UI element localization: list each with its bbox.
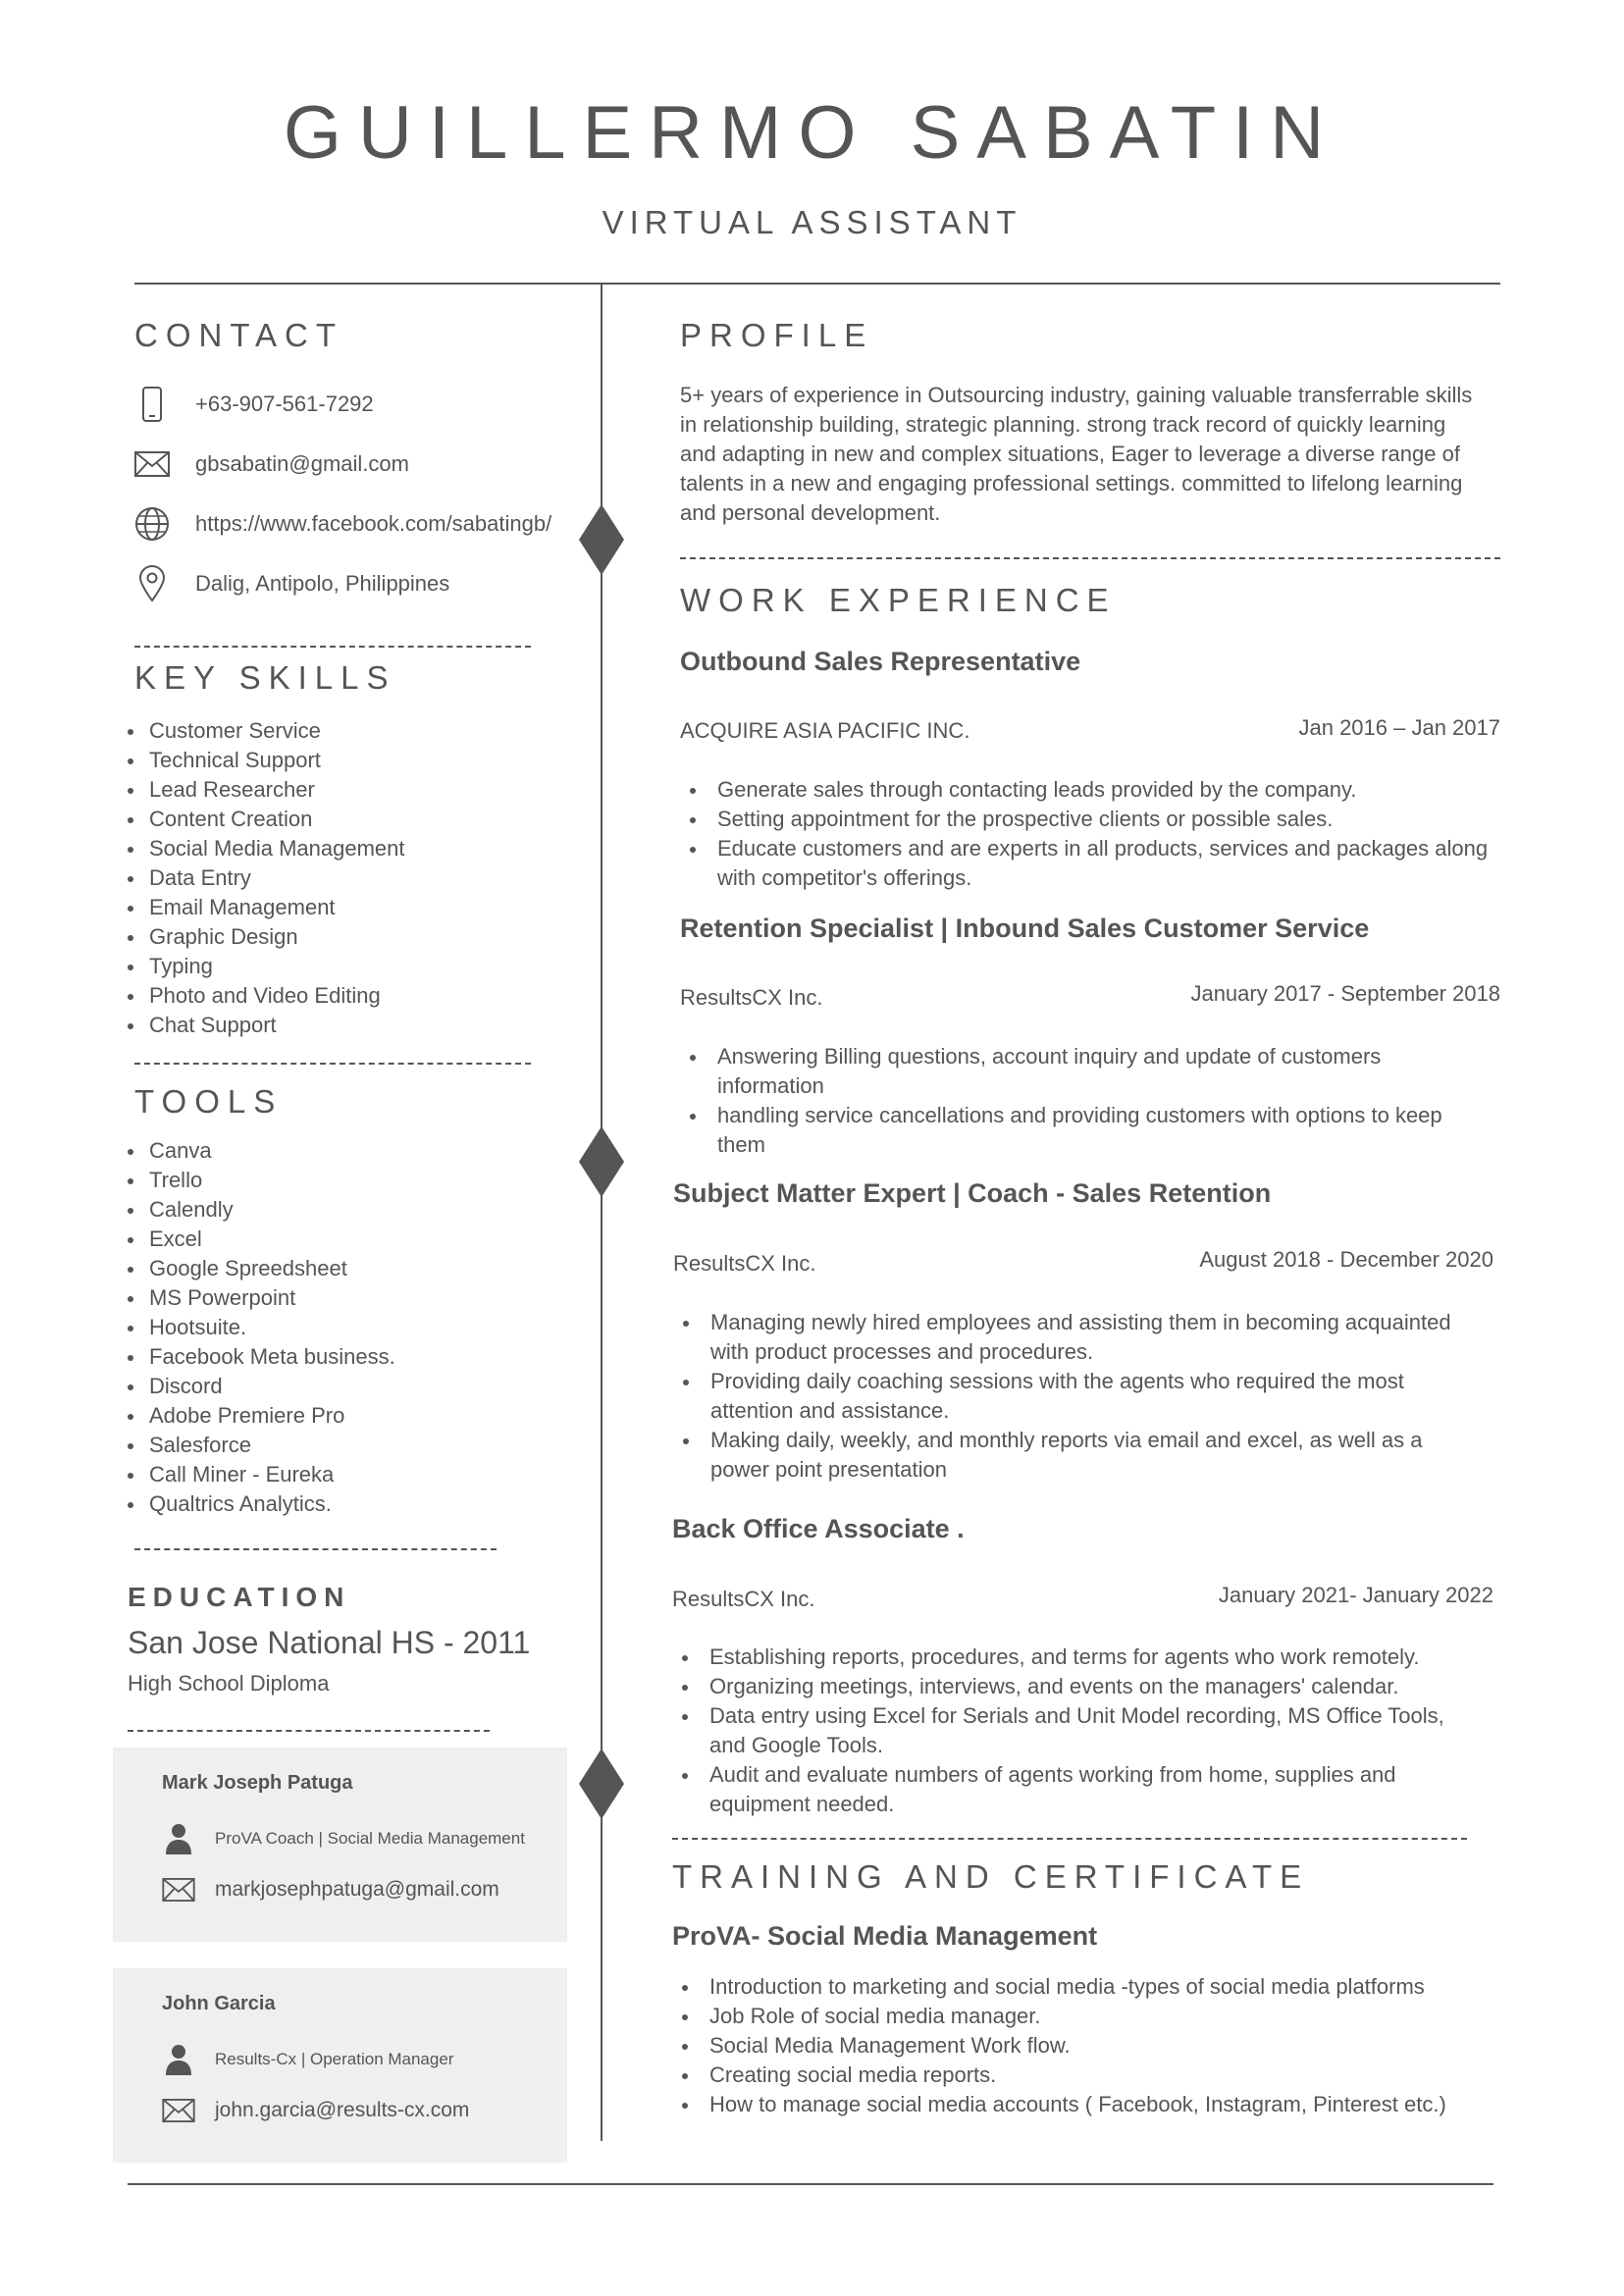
footer-divider bbox=[128, 2183, 1493, 2185]
list-item: Content Creation bbox=[128, 805, 404, 834]
list-item: Canva bbox=[128, 1136, 395, 1166]
list-item: Chat Support bbox=[128, 1011, 404, 1040]
job-role: VIRTUAL ASSISTANT bbox=[602, 204, 1022, 240]
list-item: Facebook Meta business. bbox=[128, 1342, 395, 1372]
list-item: Establishing reports, procedures, and terms for agents who work remotely. bbox=[672, 1643, 1444, 1672]
list-item: handling service cancellations and providing customers with options to keep bbox=[680, 1101, 1442, 1130]
job-bullets bbox=[673, 1308, 1451, 1485]
list-item: Call Miner - Eureka bbox=[128, 1460, 395, 1489]
list-item-continued: power point presentation bbox=[710, 1457, 947, 1482]
list-item: Data entry using Excel for Serials and Unit Model recording, MS Office Tools, bbox=[672, 1701, 1444, 1731]
list-item: Google Spreedsheet bbox=[128, 1254, 395, 1283]
training-course: ProVA- Social Media Management bbox=[672, 1921, 1098, 1951]
job-company: ResultsCX Inc. bbox=[673, 1251, 816, 1276]
profile-heading: PROFILE bbox=[680, 317, 874, 353]
section-divider bbox=[134, 1548, 497, 1550]
mail-icon bbox=[134, 446, 170, 482]
job-bullets bbox=[680, 775, 1488, 893]
list-item-continued: with competitor's offerings. bbox=[717, 865, 972, 890]
job-date: Jan 2016 – Jan 2017 bbox=[1298, 715, 1500, 740]
list-item: Adobe Premiere Pro bbox=[128, 1401, 395, 1431]
section-divider bbox=[128, 1730, 490, 1732]
reference-name: Mark Joseph Patuga bbox=[162, 1772, 353, 1794]
list-item: Hootsuite. bbox=[128, 1313, 395, 1342]
reference-email[interactable]: john.garcia@results-cx.com bbox=[162, 2094, 469, 2127]
person-icon bbox=[162, 1822, 195, 1855]
tools-list bbox=[128, 1136, 395, 1519]
education-school: San Jose National HS - 2011 bbox=[128, 1625, 531, 1660]
reference-name: John Garcia bbox=[162, 1993, 276, 2014]
list-item: Email Management bbox=[128, 893, 404, 922]
job-company: ResultsCX Inc. bbox=[672, 1587, 815, 1611]
list-item: Providing daily coaching sessions with the agents who required the most bbox=[673, 1367, 1451, 1396]
list-item: Setting appointment for the prospective clients or possible sales. bbox=[680, 805, 1488, 834]
list-item: Calendly bbox=[128, 1195, 395, 1225]
list-item: Social Media Management bbox=[128, 834, 404, 863]
list-item: Excel bbox=[128, 1225, 395, 1254]
mail-icon bbox=[162, 2094, 195, 2127]
section-divider bbox=[134, 646, 531, 648]
list-item: Qualtrics Analytics. bbox=[128, 1489, 395, 1519]
job-title: Subject Matter Expert | Coach - Sales Retention bbox=[673, 1178, 1272, 1208]
job-title: Outbound Sales Representative bbox=[680, 647, 1081, 676]
list-item: Technical Support bbox=[128, 746, 404, 775]
list-item: Trello bbox=[128, 1166, 395, 1195]
job-company: ACQUIRE ASIA PACIFIC INC. bbox=[680, 718, 970, 743]
list-item: Introduction to marketing and social media -types of social media platforms bbox=[672, 1972, 1446, 2002]
list-item: Discord bbox=[128, 1372, 395, 1401]
reference-email[interactable]: markjosephpatuga@gmail.com bbox=[162, 1873, 499, 1906]
contact-phone: +63-907-561-7292 bbox=[134, 385, 374, 424]
location-icon bbox=[134, 566, 170, 601]
list-item: Customer Service bbox=[128, 716, 404, 746]
globe-icon bbox=[134, 506, 170, 542]
contact-website[interactable]: https://www.facebook.com/sabatingb/ bbox=[134, 504, 551, 544]
reference-position: ProVA Coach | Social Media Management bbox=[162, 1822, 525, 1855]
section-divider bbox=[672, 1838, 1467, 1840]
list-item: Managing newly hired employees and assisting them in becoming acquainted bbox=[673, 1308, 1451, 1337]
list-item-continued: attention and assistance. bbox=[710, 1398, 950, 1423]
training-bullets bbox=[672, 1972, 1446, 2119]
list-item: Generate sales through contacting leads provided by the company. bbox=[680, 775, 1488, 805]
mail-icon bbox=[162, 1873, 195, 1906]
contact-email[interactable]: gbsabatin@gmail.com bbox=[134, 444, 409, 484]
section-divider bbox=[680, 557, 1500, 559]
job-bullets bbox=[672, 1643, 1444, 1819]
list-item: Answering Billing questions, account inquiry and update of customers bbox=[680, 1042, 1442, 1071]
person-icon bbox=[162, 2043, 195, 2076]
list-item: Creating social media reports. bbox=[672, 2061, 1446, 2090]
contact-heading: CONTACT bbox=[134, 317, 344, 353]
list-item: MS Powerpoint bbox=[128, 1283, 395, 1313]
candidate-name: GUILLERMO SABATIN bbox=[283, 91, 1341, 175]
contact-location: Dalig, Antipolo, Philippines bbox=[134, 564, 449, 603]
list-item: How to manage social media accounts ( Facebook, Instagram, Pinterest etc.) bbox=[672, 2090, 1446, 2119]
skills-heading: KEY SKILLS bbox=[134, 659, 396, 696]
education-degree: High School Diploma bbox=[128, 1671, 330, 1696]
phone-icon bbox=[134, 387, 170, 422]
list-item: Social Media Management Work flow. bbox=[672, 2031, 1446, 2061]
job-company: ResultsCX Inc. bbox=[680, 985, 823, 1010]
reference-position: Results-Cx | Operation Manager bbox=[162, 2043, 453, 2076]
section-divider bbox=[134, 1063, 531, 1065]
list-item-continued: them bbox=[717, 1132, 765, 1157]
list-item: Photo and Video Editing bbox=[128, 981, 404, 1011]
job-bullets bbox=[680, 1042, 1442, 1160]
work-heading: WORK EXPERIENCE bbox=[680, 582, 1117, 618]
job-title: Retention Specialist | Inbound Sales Customer Service bbox=[680, 913, 1370, 943]
list-item: Typing bbox=[128, 952, 404, 981]
list-item: Organizing meetings, interviews, and events on the managers' calendar. bbox=[672, 1672, 1444, 1701]
list-item: Data Entry bbox=[128, 863, 404, 893]
list-item: Lead Researcher bbox=[128, 775, 404, 805]
job-date: August 2018 - December 2020 bbox=[1199, 1247, 1493, 1272]
list-item: Job Role of social media manager. bbox=[672, 2002, 1446, 2031]
list-item: Salesforce bbox=[128, 1431, 395, 1460]
reference-card bbox=[113, 1748, 567, 1942]
list-item: Making daily, weekly, and monthly reports via email and excel, as well as a bbox=[673, 1426, 1451, 1455]
list-item-continued: information bbox=[717, 1073, 824, 1098]
header-divider bbox=[134, 283, 1500, 285]
list-item-continued: and Google Tools. bbox=[709, 1733, 883, 1757]
list-item-continued: with product processes and procedures. bbox=[710, 1339, 1094, 1364]
job-date: January 2017 - September 2018 bbox=[1190, 981, 1500, 1006]
tools-heading: TOOLS bbox=[134, 1083, 284, 1120]
list-item: Educate customers and are experts in all products, services and packages along bbox=[680, 834, 1488, 863]
job-title: Back Office Associate . bbox=[672, 1514, 965, 1543]
list-item-continued: equipment needed. bbox=[709, 1792, 895, 1816]
reference-card bbox=[113, 1968, 567, 2163]
list-item: Audit and evaluate numbers of agents working from home, supplies and bbox=[672, 1760, 1444, 1790]
training-heading: TRAINING AND CERTIFICATE bbox=[672, 1858, 1310, 1895]
profile-text: 5+ years of experience in Outsourcing industry, gaining valuable transferrable skills in relationship building, strategic planning. strong track record of quickly learning and adapting in new and complex situations, Eager to leverage a diverse range of talents in a new and engaging professional settings. committed to lifelong learning and personal development. bbox=[680, 383, 1473, 525]
job-date: January 2021- January 2022 bbox=[1218, 1583, 1493, 1607]
education-heading: EDUCATION bbox=[128, 1582, 351, 1612]
list-item: Graphic Design bbox=[128, 922, 404, 952]
skills-list bbox=[128, 716, 404, 1040]
